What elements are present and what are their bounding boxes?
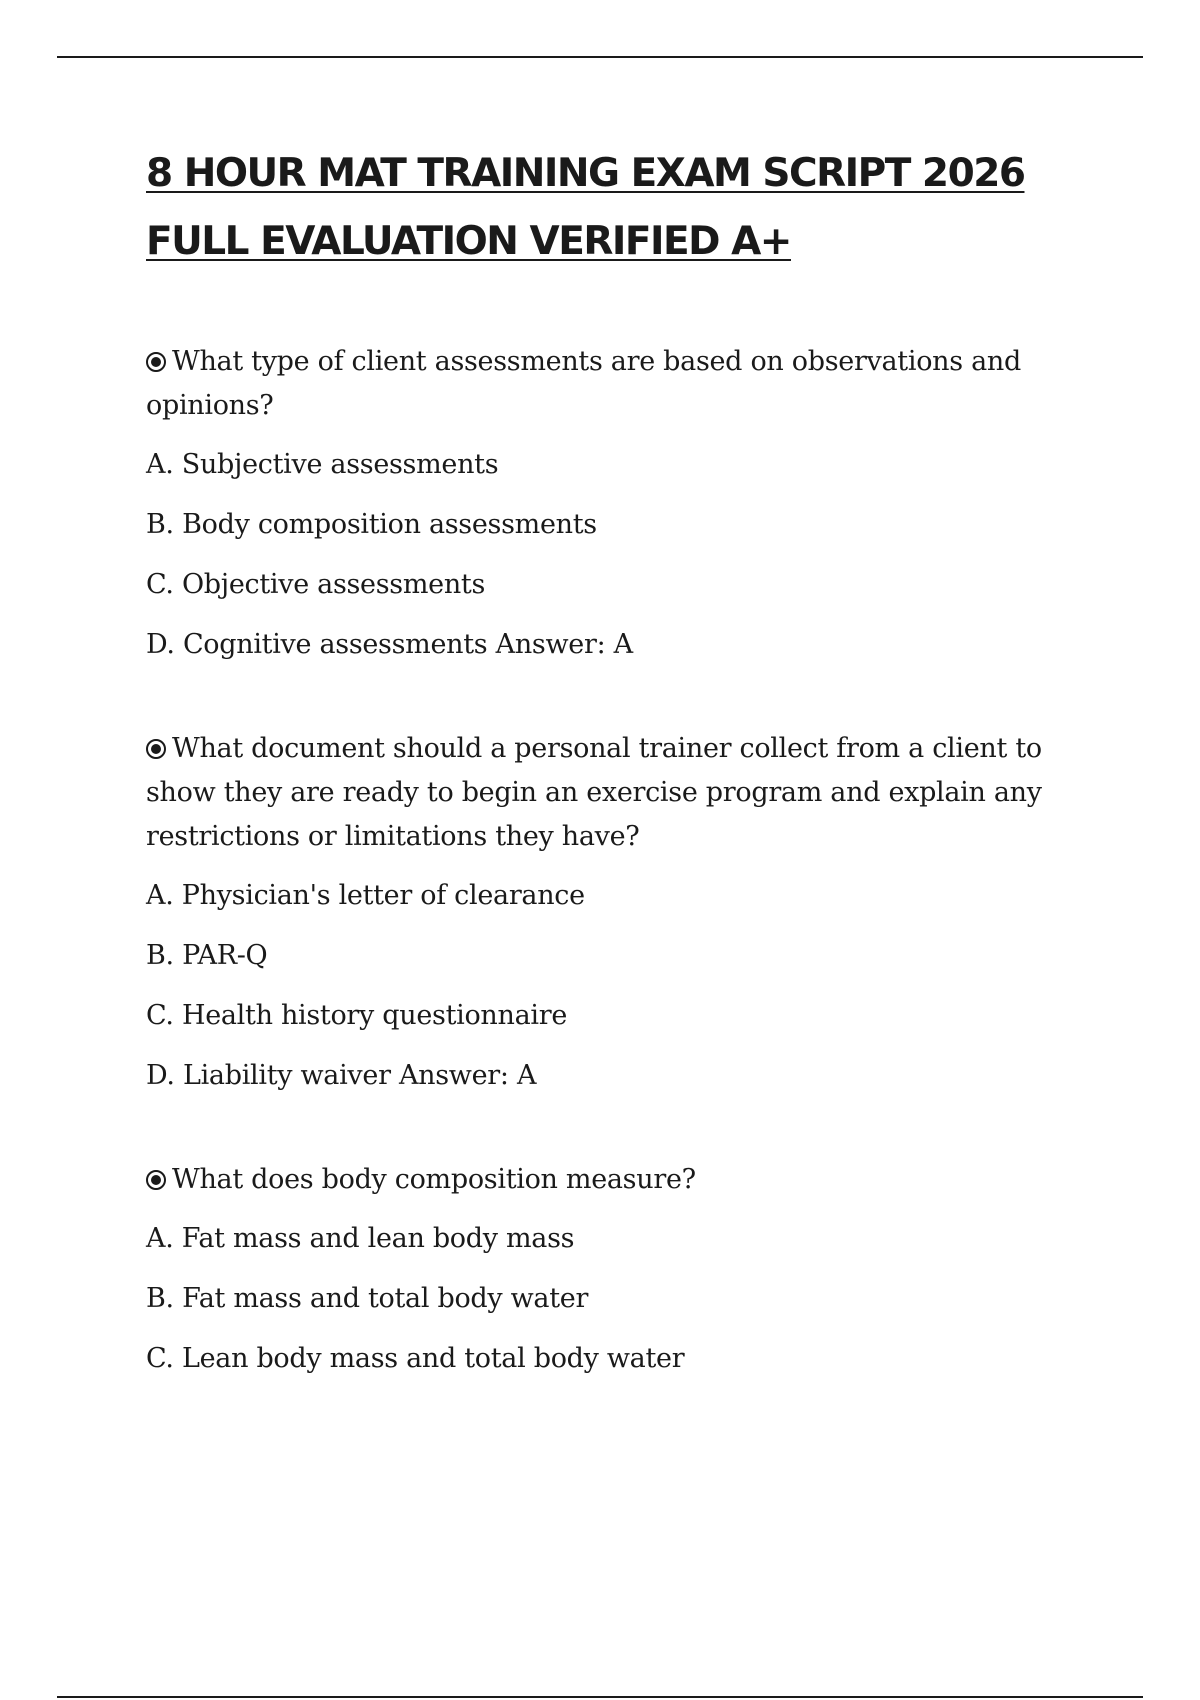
question-text: What document should a personal trainer collect from a client to show they are ready to begin an exercise program and explain any restrictions or limitations they have? [146, 733, 1042, 852]
question-3 [146, 1158, 1106, 1202]
radio-bullet-icon [146, 1170, 166, 1190]
option-3b: B. Fat mass and total body water [146, 1283, 589, 1314]
top-rule [57, 56, 1143, 58]
page-content [146, 140, 1106, 1397]
question-block-3 [146, 1158, 1106, 1381]
option-2a: A. Physician's letter of clearance [146, 880, 585, 911]
question-block-1 [146, 340, 1106, 667]
document-title [146, 140, 1106, 276]
option-2b: B. PAR-Q [146, 940, 268, 971]
question-text: What type of client assessments are based on observations and opinions? [146, 346, 1021, 421]
option-3a: A. Fat mass and lean body mass [146, 1223, 575, 1254]
option-2d: D. Liability waiver Answer: A [146, 1060, 537, 1091]
question-1 [146, 340, 1106, 428]
title-line-2: FULL EVALUATION VERIFIED A+ [146, 219, 791, 264]
option-1a: A. Subjective assessments [146, 449, 499, 480]
option-1c: C. Objective assessments [146, 569, 486, 600]
question-2 [146, 727, 1106, 859]
option-1b: B. Body composition assessments [146, 509, 597, 540]
option-3c: C. Lean body mass and total body water [146, 1343, 685, 1374]
radio-bullet-icon [146, 352, 166, 372]
option-1d: D. Cognitive assessments Answer: A [146, 629, 633, 660]
option-2c: C. Health history questionnaire [146, 1000, 568, 1031]
bottom-rule [57, 1696, 1143, 1698]
question-text: What does body composition measure? [172, 1164, 696, 1195]
radio-bullet-icon [146, 739, 166, 759]
question-block-2 [146, 727, 1106, 1098]
title-line-1: 8 HOUR MAT TRAINING EXAM SCRIPT 2026 [146, 151, 1025, 196]
